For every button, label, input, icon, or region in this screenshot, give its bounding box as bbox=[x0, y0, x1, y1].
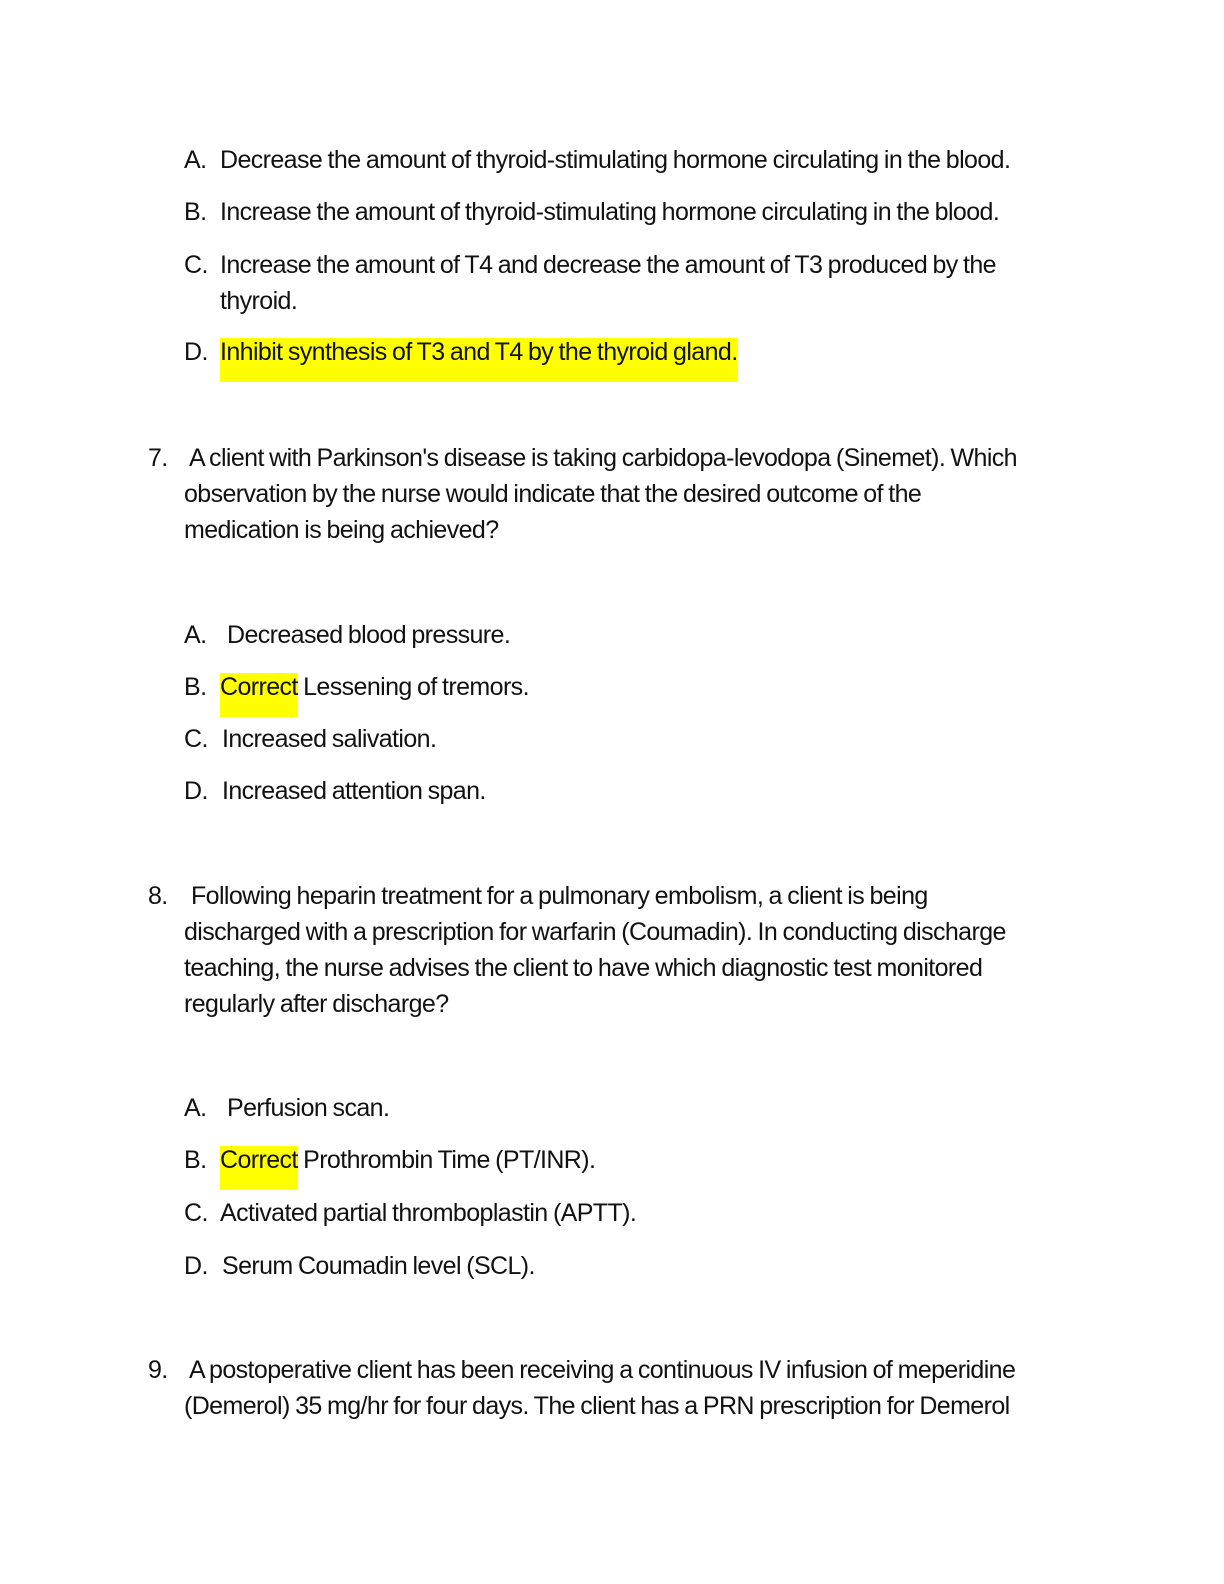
correct-marker: Correct bbox=[220, 673, 298, 717]
option-text: Decrease the amount of thyroid-stimulating hormone circulating in the blood. bbox=[220, 146, 1011, 174]
option-letter: C. bbox=[184, 251, 208, 279]
option-letter: A. bbox=[184, 146, 207, 174]
option-text-continued: thyroid. bbox=[220, 287, 298, 315]
option-letter: D. bbox=[184, 338, 208, 366]
question-stem: discharged with a prescription for warfarin (Coumadin). In conducting discharge bbox=[184, 918, 1006, 946]
answer-highlight: Inhibit synthesis of T3 and T4 by the thyroid gland. bbox=[220, 338, 738, 382]
option-letter: C. bbox=[184, 725, 208, 753]
correct-marker: Correct bbox=[220, 1146, 298, 1190]
option-letter: A. bbox=[184, 1094, 207, 1122]
option-letter: D. bbox=[184, 1252, 208, 1280]
question-number: 9. bbox=[148, 1356, 168, 1384]
question-stem: Following heparin treatment for a pulmonary embolism, a client is being bbox=[191, 882, 928, 910]
question-stem: medication is being achieved? bbox=[184, 516, 499, 544]
option-text: Increased attention span. bbox=[222, 777, 486, 805]
option-text: Prothrombin Time (PT/INR). bbox=[303, 1146, 596, 1174]
option-text: Lessening of tremors. bbox=[303, 673, 529, 701]
question-stem: observation by the nurse would indicate that the desired outcome of the bbox=[184, 480, 922, 508]
option-text: Decreased blood pressure. bbox=[227, 621, 511, 649]
question-stem: teaching, the nurse advises the client to have which diagnostic test monitored bbox=[184, 954, 983, 982]
option-letter: B. bbox=[184, 673, 207, 701]
option-text: Increase the amount of T4 and decrease the amount of T3 produced by the bbox=[220, 251, 996, 279]
correct-answer-line bbox=[220, 669, 529, 705]
option-letter: B. bbox=[184, 1146, 207, 1174]
option-letter: A. bbox=[184, 621, 207, 649]
option-text: Increased salivation. bbox=[222, 725, 437, 753]
question-stem: A client with Parkinson's disease is taking carbidopa-levodopa (Sinemet). Which bbox=[189, 444, 1017, 472]
option-text: Increase the amount of thyroid-stimulating hormone circulating in the blood. bbox=[220, 198, 1000, 226]
question-stem: regularly after discharge? bbox=[184, 990, 449, 1018]
question-stem: (Demerol) 35 mg/hr for four days. The client has a PRN prescription for Demerol bbox=[184, 1392, 1010, 1420]
option-text: Activated partial thromboplastin (APTT). bbox=[220, 1199, 637, 1227]
highlighted-answer bbox=[220, 334, 738, 370]
option-letter: C. bbox=[184, 1199, 208, 1227]
correct-answer-line bbox=[220, 1142, 595, 1178]
option-letter: D. bbox=[184, 777, 208, 805]
option-text: Perfusion scan. bbox=[227, 1094, 390, 1122]
question-number: 7. bbox=[148, 444, 168, 472]
question-number: 8. bbox=[148, 882, 168, 910]
question-stem: A postoperative client has been receiving a continuous IV infusion of meperidine bbox=[189, 1356, 1016, 1384]
option-text: Serum Coumadin level (SCL). bbox=[222, 1252, 535, 1280]
option-letter: B. bbox=[184, 198, 207, 226]
